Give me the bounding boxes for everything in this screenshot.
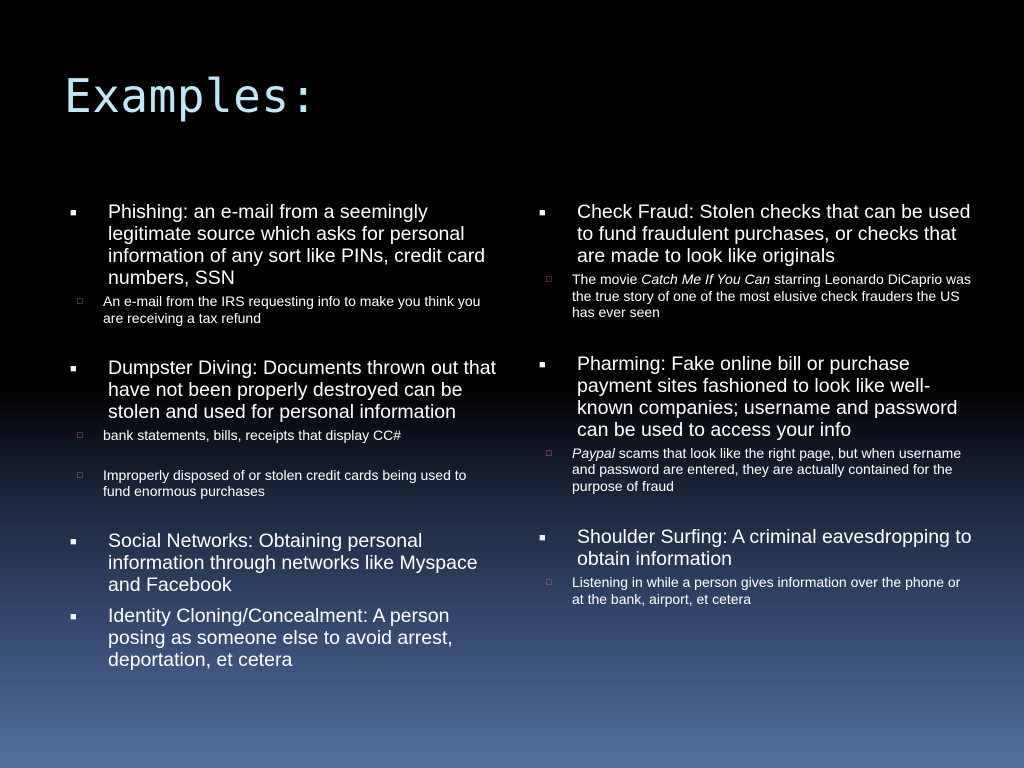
bullet-social-networks [66, 530, 496, 596]
hollow-square-bullet-icon: □ [546, 447, 552, 458]
movie-title: Catch Me If You Can [641, 271, 771, 287]
bullet-check-fraud [535, 201, 975, 267]
bullet-text: Phishing: an e-mail from a seemingly legitimate source which asks for personal information of any sort like PINs, credit card numbers, SSN [108, 201, 486, 289]
bullet-phishing [66, 201, 496, 289]
sub-bullet-text: Listening in while a person gives information over the phone or at the bank, airport, et cetera [572, 574, 961, 607]
bullet-text: Pharming: Fake online bill or purchase payment sites fashioned to look like well-known companies; username and password can be used to access your info [577, 352, 958, 441]
right-column [535, 201, 975, 607]
sub-bullet-text-post: starring Leonardo DiCaprio was the true story of one of the most elusive check frauders the US has ever seen [572, 271, 971, 320]
hollow-square-bullet-icon: □ [546, 274, 552, 284]
square-bullet-icon: ■ [539, 532, 546, 544]
hollow-square-bullet-icon: □ [77, 469, 83, 480]
square-bullet-icon: ■ [70, 207, 77, 219]
square-bullet-icon: ■ [70, 535, 77, 548]
sub-bullet-text-pre: The movie [572, 271, 642, 287]
slide-title: Examples: [64, 69, 318, 123]
sub-bullet-credit-cards [66, 467, 496, 500]
hollow-square-bullet-icon: □ [77, 296, 83, 306]
bullet-text: Social Networks: Obtaining personal information through networks like Myspace and Facebook [108, 529, 478, 596]
sub-bullet-paypal-scams [535, 445, 975, 495]
left-column [66, 201, 496, 671]
bullet-text: Shoulder Surfing: A criminal eavesdropping to obtain information [577, 526, 972, 570]
bullet-text: Check Fraud: Stolen checks that can be used to fund fraudulent purchases, or checks that are made to look like originals [577, 201, 971, 267]
sub-bullet-text: bank statements, bills, receipts that display CC# [103, 427, 402, 443]
bullet-pharming [535, 353, 975, 441]
bullet-identity-cloning [66, 605, 496, 671]
bullet-text: Dumpster Diving: Documents thrown out that have not been properly destroyed can be stolen and used for personal information [108, 357, 497, 423]
bullet-shoulder-surfing [535, 526, 975, 570]
square-bullet-icon: ■ [539, 207, 546, 219]
hollow-square-bullet-icon: □ [546, 577, 552, 587]
sub-bullet-text: Improperly disposed of or stolen credit cards being used to fund enormous purchases [103, 466, 467, 499]
bullet-text: Identity Cloning/Concealment: A person posing as someone else to avoid arrest, deportation, et cetera [108, 604, 453, 671]
sub-bullet-catch-me-if-you-can [535, 271, 975, 321]
sub-bullet-text-post: scams that look like the right page, but when username and password are entered, they are actually contained for the purpose of fraud [572, 444, 962, 494]
sub-bullet-listening-in [535, 574, 975, 607]
square-bullet-icon: ■ [70, 610, 77, 623]
sub-bullet-bank-statements [66, 427, 496, 444]
paypal-emphasis: Paypal [572, 444, 615, 461]
square-bullet-icon: ■ [70, 363, 77, 375]
square-bullet-icon: ■ [539, 358, 546, 371]
sub-bullet-irs-email [66, 293, 496, 326]
bullet-dumpster-diving [66, 357, 496, 423]
sub-bullet-text: An e-mail from the IRS requesting info to make you think you are receiving a tax refund [103, 293, 481, 326]
hollow-square-bullet-icon: □ [77, 430, 83, 440]
